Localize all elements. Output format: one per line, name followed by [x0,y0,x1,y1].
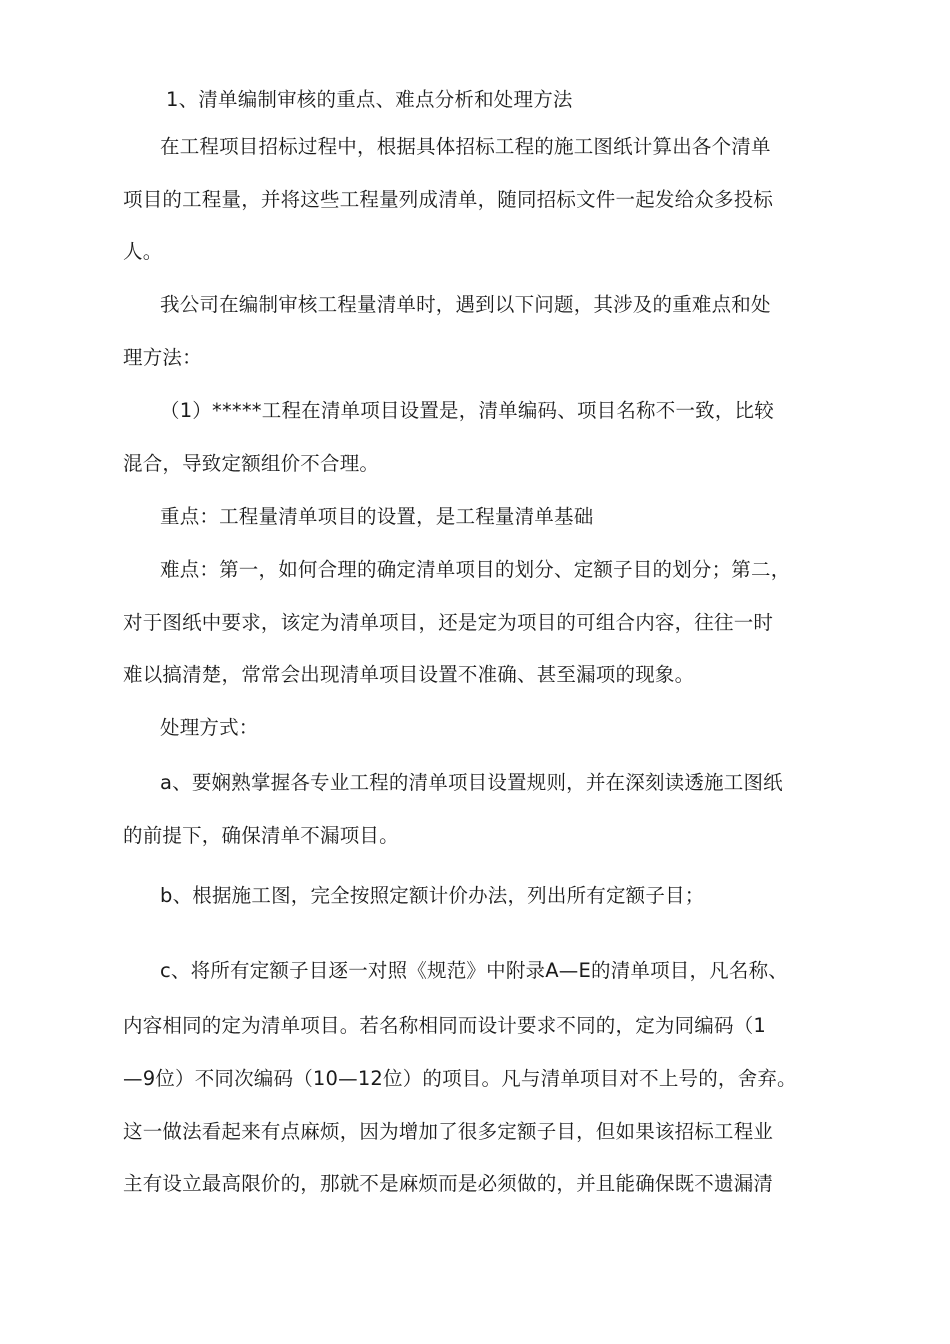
paragraph-line: 难以搞清楚，常常会出现清单项目设置不准确、甚至漏项的现象。 [123,663,695,686]
paragraph-line: 难点：第一，如何合理的确定清单项目的划分、定额子目的划分；第二， [160,558,791,581]
paragraph-line: 我公司在编制审核工程量清单时，遇到以下问题，其涉及的重难点和处 [160,293,771,316]
paragraph-line: b、根据施工图，完全按照定额计价办法，列出所有定额子目； [160,884,705,907]
paragraph-line: 重点：工程量清单项目的设置，是工程量清单基础 [160,505,594,528]
paragraph-line: 人。 [123,240,163,263]
paragraph-line: （1）*****工程在清单项目设置是，清单编码、项目名称不一致，比较 [160,399,774,422]
paragraph-line: —9位）不同次编码（10—12位）的项目。凡与清单项目对不上号的，舍弃。 [123,1067,797,1090]
paragraph-line: 在工程项目招标过程中，根据具体招标工程的施工图纸计算出各个清单 [160,135,771,158]
section-heading: 1、清单编制审核的重点、难点分析和处理方法 [166,88,573,111]
paragraph-line: 的前提下，确保清单不漏项目。 [123,824,399,847]
paragraph-line: 理方法： [123,346,202,369]
paragraph-line: 这一做法看起来有点麻烦，因为增加了很多定额子目，但如果该招标工程业 [123,1120,774,1143]
paragraph-line: 混合，导致定额组价不合理。 [123,452,380,475]
paragraph-line: c、将所有定额子目逐一对照《规范》中附录A—E的清单项目，凡名称、 [160,959,788,982]
paragraph-line: a、要娴熟掌握各专业工程的清单项目设置规则，并在深刻读透施工图纸 [160,771,783,794]
paragraph-line: 对于图纸中要求，该定为清单项目，还是定为项目的可组合内容，往往一时 [123,611,774,634]
paragraph-line: 内容相同的定为清单项目。若名称相同而设计要求不同的，定为同编码（1 [123,1014,767,1037]
paragraph-line: 处理方式： [160,716,259,739]
paragraph-line: 主有设立最高限价的，那就不是麻烦而是必须做的，并且能确保既不遗漏清 [123,1172,774,1195]
paragraph-line: 项目的工程量，并将这些工程量列成清单，随同招标文件一起发给众多投标 [123,188,774,211]
